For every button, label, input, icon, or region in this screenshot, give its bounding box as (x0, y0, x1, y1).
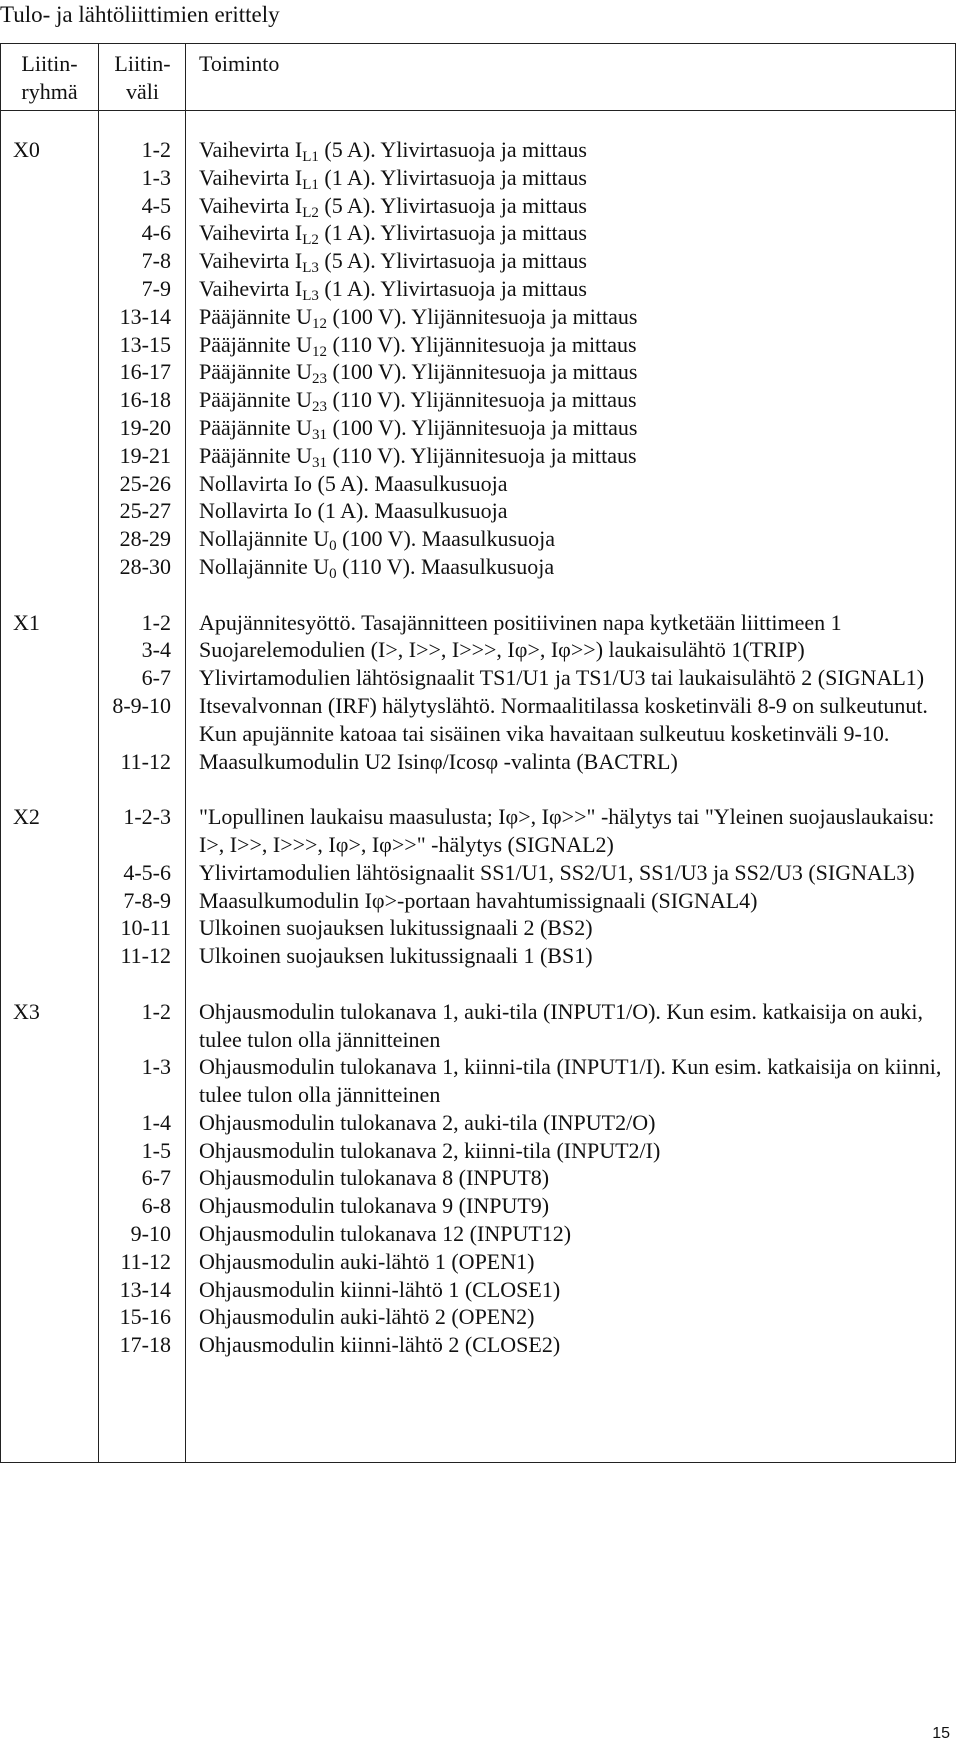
function-cell (199, 803, 945, 859)
table-row (1, 331, 955, 359)
header-divider (1, 110, 955, 111)
header-terminal-group-line1: Liitin- (21, 51, 78, 76)
terminal-group-cell (1, 275, 98, 303)
terminal-range-cell: 25-27 (119, 498, 171, 524)
function-cell (199, 164, 945, 192)
table-row (1, 1220, 955, 1248)
function-cell (199, 275, 945, 303)
function-cell (199, 497, 945, 525)
subscript-text: 0 (329, 538, 337, 555)
terminal-group-cell (1, 1164, 98, 1192)
terminal-group-section (1, 998, 955, 1359)
function-cell (199, 1248, 945, 1276)
table-row (1, 1109, 955, 1137)
terminal-group-cell: X1 (13, 609, 40, 635)
function-text: Vaihevirta I (199, 192, 303, 218)
terminal-group-cell (1, 247, 98, 275)
function-cell (199, 331, 945, 359)
function-text: Ylivirtamodulien lähtösignaalit TS1/U1 ja TS1/U3 tai laukaisulähtö 2 (SIGNAL1) (199, 665, 925, 691)
function-text: (1 A). Ylivirtasuoja ja mittaus (318, 164, 587, 190)
terminal-range-cell: 16-17 (119, 359, 171, 385)
function-cell (199, 998, 945, 1054)
function-text: Ohjausmodulin tulokanava 2, kiinni-tila (INPUT2/I) (199, 1137, 661, 1163)
function-text: Ohjausmodulin auki-lähtö 2 (OPEN2) (199, 1304, 535, 1330)
function-cell (199, 303, 945, 331)
table-row (1, 192, 955, 220)
terminal-group-cell (1, 887, 98, 915)
terminal-range-cell: 19-20 (119, 414, 171, 440)
terminal-range-cell: 6-7 (141, 665, 171, 691)
page-title: Tulo- ja lähtöliittimien erittely (0, 2, 280, 27)
table-row (1, 164, 955, 192)
function-cell (199, 859, 945, 887)
terminal-range-cell: 13-14 (119, 303, 171, 329)
terminal-group-section (1, 136, 955, 581)
function-text: Ylivirtamodulien lähtösignaalit SS1/U1, SS2/U1, SS1/U3 ja SS2/U3 (SIGNAL3) (199, 859, 915, 885)
terminal-group-cell (1, 553, 98, 581)
function-cell (199, 664, 945, 692)
function-cell (199, 386, 945, 414)
table-row (1, 358, 955, 386)
function-text: Itsevalvonnan (IRF) hälytyslähtö. Normaalitilassa kosketinväli 8-9 on sulkeutunut. Kun apujännite katoaa tai sisäinen vika havaitaan sulkeutuu kosketinväli 9-10. (199, 692, 928, 746)
terminal-group-cell (1, 303, 98, 331)
terminal-group-cell: X0 (13, 137, 40, 162)
table-row (1, 609, 955, 637)
terminal-range-cell: 3-4 (141, 637, 171, 663)
terminal-group-cell (1, 1276, 98, 1304)
function-text: Ohjausmodulin tulokanava 8 (INPUT8) (199, 1165, 550, 1191)
header-terminal-group (1, 50, 98, 106)
function-cell (199, 692, 945, 748)
terminal-range-cell: 1-3 (141, 164, 171, 190)
function-cell (199, 748, 945, 776)
terminal-table (0, 43, 956, 1463)
function-text: Ulkoinen suojauksen lukitussignaali 2 (BS2) (199, 915, 593, 941)
table-row (1, 303, 955, 331)
function-text: Vaihevirta I (199, 275, 303, 301)
function-cell (199, 219, 945, 247)
function-cell (199, 1303, 945, 1331)
function-cell (199, 914, 945, 942)
table-row (1, 887, 955, 915)
terminal-group-cell (1, 1109, 98, 1137)
function-text: Maasulkumodulin Iφ>-portaan havahtumissignaali (SIGNAL4) (199, 887, 758, 913)
terminal-group-cell (1, 1192, 98, 1220)
table-row (1, 1303, 955, 1331)
terminal-range-cell: 9-10 (130, 1221, 171, 1247)
terminal-group-cell (1, 164, 98, 192)
terminal-group-cell (1, 1303, 98, 1331)
terminal-range-cell: 11-12 (120, 1248, 171, 1274)
terminal-range-cell: 1-4 (141, 1109, 171, 1135)
table-row (1, 748, 955, 776)
table-row (1, 1053, 955, 1109)
table-row (1, 442, 955, 470)
terminal-range-cell: 28-30 (119, 553, 171, 579)
function-text: Vaihevirta I (199, 164, 303, 190)
function-text: Nollajännite U (199, 553, 330, 579)
table-row (1, 1331, 955, 1359)
terminal-range-cell: 7-9 (141, 275, 171, 301)
terminal-group-cell (1, 1220, 98, 1248)
subscript-text: 12 (312, 315, 328, 332)
table-row (1, 1192, 955, 1220)
function-cell (199, 247, 945, 275)
function-cell (199, 136, 945, 164)
table-row (1, 636, 955, 664)
terminal-group-cell (1, 219, 98, 247)
terminal-range-cell: 6-7 (141, 1165, 171, 1191)
function-text: (110 V). Ylijännitesuoja ja mittaus (327, 387, 637, 413)
function-cell (199, 358, 945, 386)
terminal-range-cell: 4-6 (141, 220, 171, 246)
terminal-range-cell: 28-29 (119, 526, 171, 552)
function-text: Ohjausmodulin tulokanava 1, auki-tila (INPUT1/O). Kun esim. katkaisija on auki, tulee tulon olla jännitteinen (199, 998, 924, 1052)
function-cell (199, 1164, 945, 1192)
function-text: Ohjausmodulin tulokanava 9 (INPUT9) (199, 1193, 550, 1219)
table-row (1, 247, 955, 275)
function-text: Pääjännite U (199, 359, 313, 385)
table-row (1, 553, 955, 581)
terminal-group-cell (1, 1248, 98, 1276)
table-row (1, 414, 955, 442)
terminal-range-cell: 4-5 (141, 192, 171, 218)
header-terminal-group-line2: ryhmä (21, 79, 78, 104)
function-text: (1 A). Ylivirtasuoja ja mittaus (318, 220, 587, 246)
function-text: Ohjausmodulin kiinni-lähtö 2 (CLOSE2) (199, 1332, 561, 1358)
function-cell (199, 442, 945, 470)
terminal-group-section (1, 609, 955, 776)
terminal-group-cell (1, 331, 98, 359)
function-text: Vaihevirta I (199, 137, 303, 162)
table-row (1, 386, 955, 414)
header-terminal-range (100, 50, 185, 106)
table-row (1, 525, 955, 553)
terminal-range-cell: 7-8-9 (123, 887, 171, 913)
header-terminal-range-line1: Liitin- (114, 51, 171, 76)
subscript-text: 0 (329, 565, 337, 582)
table-row (1, 664, 955, 692)
terminal-range-cell: 6-8 (141, 1193, 171, 1219)
table-row (1, 470, 955, 498)
function-cell (199, 636, 945, 664)
function-cell (199, 525, 945, 553)
terminal-range-cell: 16-18 (119, 387, 171, 413)
function-text: (110 V). Ylijännitesuoja ja mittaus (327, 442, 637, 468)
function-text: Pääjännite U (199, 414, 313, 440)
function-text: "Lopullinen laukaisu maasulusta; Iφ>, Iφ>>" -hälytys tai "Yleinen suojauslaukaisu: I>, I>>, I>>>, Iφ>, Iφ>>" -hälytys (SIGNAL2) (199, 804, 935, 857)
terminal-group-cell: X2 (13, 804, 40, 830)
terminal-range-cell: 1-3 (141, 1054, 171, 1080)
subscript-text: 12 (312, 343, 328, 360)
subscript-text: L2 (302, 232, 319, 249)
terminal-group-cell (1, 636, 98, 664)
terminal-group-cell (1, 859, 98, 887)
function-cell (199, 470, 945, 498)
function-text: Pääjännite U (199, 387, 313, 413)
page-number: 15 (932, 1725, 950, 1742)
terminal-range-cell: 13-15 (119, 331, 171, 357)
terminal-group-cell (1, 470, 98, 498)
function-cell (199, 414, 945, 442)
terminal-group-cell (1, 1053, 98, 1109)
function-cell (199, 1220, 945, 1248)
function-cell (199, 1137, 945, 1165)
function-text: Ohjausmodulin auki-lähtö 1 (OPEN1) (199, 1248, 535, 1274)
terminal-range-cell: 19-21 (119, 442, 171, 468)
terminal-group-cell (1, 386, 98, 414)
terminal-group-cell (1, 192, 98, 220)
function-text: Ohjausmodulin tulokanava 2, auki-tila (INPUT2/O) (199, 1109, 656, 1135)
function-text: Ohjausmodulin tulokanava 1, kiinni-tila (INPUT1/I). Kun esim. katkaisija on kiinni, tulee tulon olla jännitteinen (199, 1054, 942, 1108)
terminal-group-cell (1, 497, 98, 525)
terminal-range-cell: 11-12 (120, 748, 171, 774)
terminal-group-cell (1, 525, 98, 553)
terminal-range-cell: 4-5-6 (123, 859, 171, 885)
function-cell (199, 609, 945, 637)
function-text: Apujännitesyöttö. Tasajännitteen positiivinen napa kytketään liittimeen 1 (199, 609, 842, 635)
function-text: Pääjännite U (199, 303, 313, 329)
function-cell (199, 1109, 945, 1137)
table-row (1, 1248, 955, 1276)
function-text: Ohjausmodulin tulokanava 12 (INPUT12) (199, 1221, 572, 1247)
terminal-range-cell: 1-2 (141, 137, 171, 162)
terminal-range-cell: 1-2 (141, 609, 171, 635)
function-text: Nollavirta Io (5 A). Maasulkusuoja (199, 470, 508, 496)
function-text: Vaihevirta I (199, 248, 303, 274)
table-row (1, 136, 955, 164)
terminal-group-cell (1, 748, 98, 776)
table-row (1, 914, 955, 942)
terminal-group-cell (1, 914, 98, 942)
terminal-range-cell: 17-18 (119, 1332, 171, 1358)
terminal-group-cell (1, 692, 98, 748)
table-row (1, 275, 955, 303)
terminal-range-cell: 1-2 (141, 998, 171, 1024)
function-text: Maasulkumodulin U2 Isinφ/Icosφ -valinta (BACTRL) (199, 748, 678, 774)
function-text: (5 A). Ylivirtasuoja ja mittaus (318, 137, 587, 162)
function-cell (199, 1192, 945, 1220)
function-cell (199, 1053, 945, 1109)
table-row (1, 942, 955, 970)
subscript-text: 23 (312, 399, 328, 416)
function-text: (1 A). Ylivirtasuoja ja mittaus (318, 275, 587, 301)
function-text: Nollajännite U (199, 526, 330, 552)
terminal-group-cell (1, 358, 98, 386)
terminal-group-cell (1, 942, 98, 970)
subscript-text: L1 (302, 149, 319, 165)
function-text: (100 V). Ylijännitesuoja ja mittaus (327, 414, 638, 440)
function-cell (199, 887, 945, 915)
terminal-range-cell: 1-2-3 (123, 804, 171, 830)
function-text: Ulkoinen suojauksen lukitussignaali 1 (BS1) (199, 943, 593, 969)
terminal-group-cell: X3 (13, 998, 40, 1024)
function-cell (199, 1331, 945, 1359)
function-text: (100 V). Ylijännitesuoja ja mittaus (327, 359, 638, 385)
header-terminal-range-line2: väli (126, 79, 159, 104)
function-text: (5 A). Ylivirtasuoja ja mittaus (318, 248, 587, 274)
function-text: Pääjännite U (199, 331, 313, 357)
terminal-group-cell (1, 1331, 98, 1359)
function-text: (100 V). Maasulkusuoja (336, 526, 555, 552)
table-row (1, 219, 955, 247)
function-cell (199, 942, 945, 970)
function-text: Vaihevirta I (199, 220, 303, 246)
function-text: (110 V). Ylijännitesuoja ja mittaus (327, 331, 637, 357)
subscript-text: L3 (302, 287, 319, 304)
function-text: (100 V). Ylijännitesuoja ja mittaus (327, 303, 638, 329)
terminal-range-cell: 8-9-10 (112, 692, 171, 718)
terminal-range-cell: 15-16 (119, 1304, 171, 1330)
terminal-range-cell: 25-26 (119, 470, 171, 496)
function-text: (5 A). Ylivirtasuoja ja mittaus (318, 192, 587, 218)
table-row (1, 692, 955, 748)
function-text: Nollavirta Io (1 A). Maasulkusuoja (199, 498, 508, 524)
function-text: Suojarelemodulien (I>, I>>, I>>>, Iφ>, Iφ>>) laukaisulähtö 1(TRIP) (199, 637, 805, 663)
table-row (1, 1137, 955, 1165)
subscript-text: 31 (312, 454, 328, 471)
table-row (1, 859, 955, 887)
table-row (1, 1164, 955, 1192)
subscript-text: L1 (302, 176, 319, 193)
table-row (1, 998, 955, 1054)
function-cell (199, 192, 945, 220)
terminal-group-section (1, 803, 955, 970)
terminal-range-cell: 1-5 (141, 1137, 171, 1163)
terminal-group-cell (1, 442, 98, 470)
terminal-group-cell (1, 1137, 98, 1165)
table-body (1, 136, 955, 1359)
terminal-range-cell: 13-14 (119, 1276, 171, 1302)
function-text: (110 V). Maasulkusuoja (336, 553, 555, 579)
subscript-text: L2 (302, 204, 319, 221)
terminal-range-cell: 7-8 (141, 248, 171, 274)
table-row (1, 1276, 955, 1304)
terminal-group-cell (1, 664, 98, 692)
table-row (1, 497, 955, 525)
terminal-range-cell: 10-11 (120, 915, 171, 941)
function-text: Ohjausmodulin kiinni-lähtö 1 (CLOSE1) (199, 1276, 561, 1302)
terminal-range-cell: 11-12 (120, 943, 171, 969)
subscript-text: 23 (312, 371, 328, 388)
subscript-text: L3 (302, 260, 319, 277)
function-cell (199, 1276, 945, 1304)
subscript-text: 31 (312, 426, 328, 443)
function-text: Pääjännite U (199, 442, 313, 468)
terminal-group-cell (1, 414, 98, 442)
function-cell (199, 553, 945, 581)
table-row (1, 803, 955, 859)
header-function: Toiminto (199, 51, 280, 76)
